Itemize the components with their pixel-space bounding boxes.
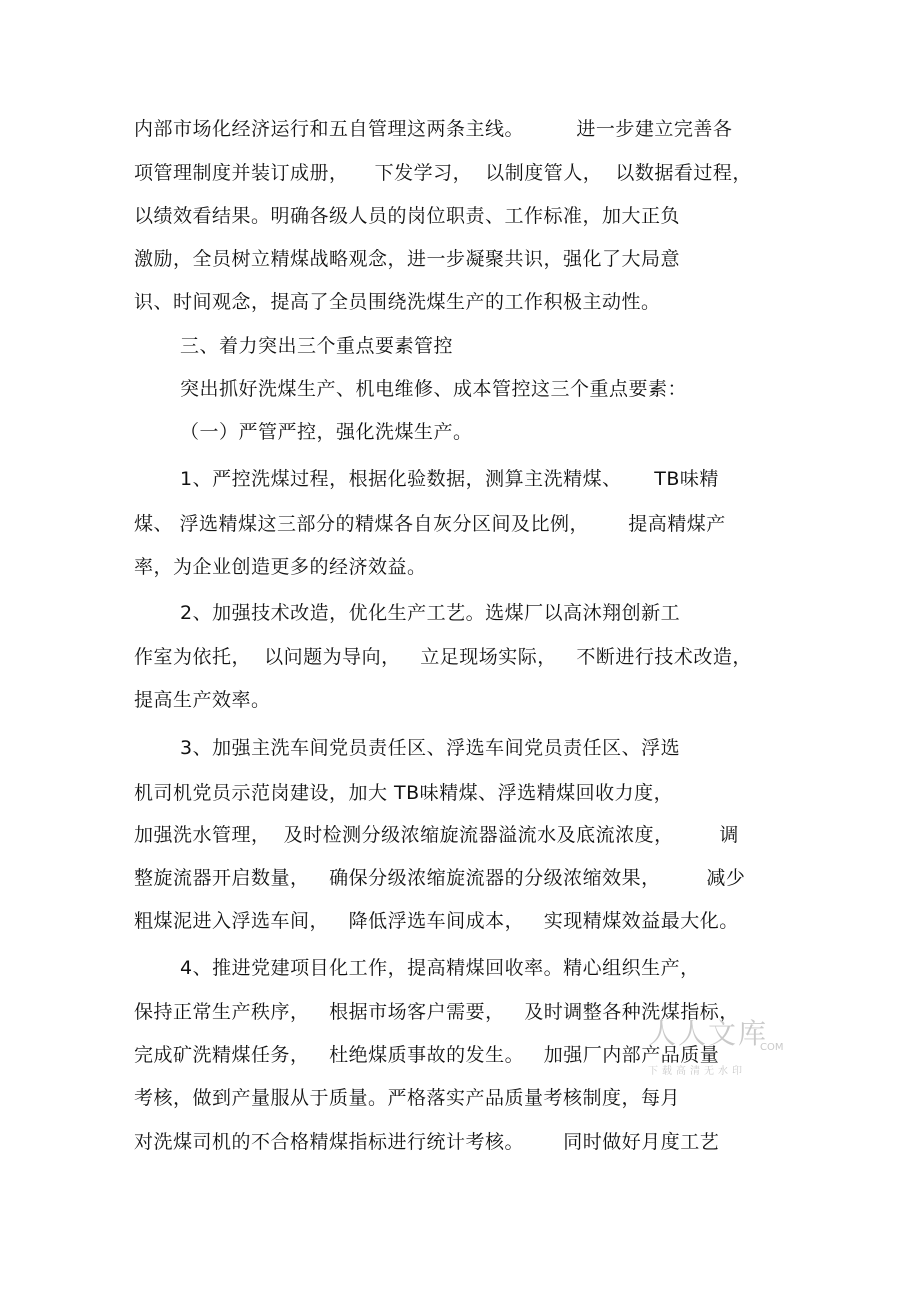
text-line: 激励，全员树立精煤战略观念，进一步凝聚共识，强化了大局意 — [134, 248, 681, 270]
text-line: 粗煤泥进入浮选车间， 降低浮选车间成本， 实现精煤效益最大化。 — [134, 910, 739, 932]
text-line: 突出抓好洗煤生产、机电维修、成本管控这三个重点要素： — [180, 378, 688, 400]
text-line: 整旋流器开启数量， 确保分级浓缩旋流器的分级浓缩效果， 减少 — [134, 867, 746, 889]
text-line: 加强洗水管理， 及时检测分级浓缩旋流器溢流水及底流浓度， 调 — [134, 824, 739, 846]
text-line: 保持正常生产秩序， 根据市场客户需要， 及时调整各种洗煤指标， — [134, 1001, 739, 1023]
text-line: 3、加强主洗车间党员责任区、浮选车间党员责任区、浮选 — [180, 737, 681, 759]
subsection-heading: （一）严管严控，强化洗煤生产。 — [180, 421, 473, 443]
watermark-subtitle: 下载高清无水印 — [648, 1066, 746, 1077]
text-line: 考核，做到产量服从于质量。严格落实产品质量考核制度，每月 — [134, 1087, 681, 1109]
text-line: 煤、 浮选精煤这三部分的精煤各自灰分区间及比例， 提高精煤产 — [134, 513, 726, 535]
text-line: 完成矿洗精煤任务， 杜绝煤质事故的发生。 加强厂内部产品质量 — [134, 1044, 720, 1066]
text-line: 以绩效看结果。明确各级人员的岗位职责、工作标准，加大正负 — [134, 205, 681, 227]
watermark-logo: 人人文库 — [648, 1017, 769, 1050]
watermark — [648, 1012, 784, 1078]
text-line: 作室为依托， 以问题为导向， 立足现场实际， 不断进行技术改造， — [134, 646, 752, 668]
text-line: 1、严控洗煤过程，根据化验数据，测算主洗精煤、 TB味精 — [180, 468, 719, 490]
text-line: 对洗煤司机的不合格精煤指标进行统计考核。 同时做好月度工艺 — [134, 1131, 720, 1153]
text-line: 内部市场化经济运行和五自管理这两条主线。 进一步建立完善各 — [134, 118, 733, 140]
section-heading: 三、着力突出三个重点要素管控 — [180, 335, 454, 357]
watermark-suffix: COM — [760, 1042, 784, 1053]
text-line: 提高生产效率。 — [134, 689, 271, 711]
text-line: 机司机党员示范岗建设，加大 TB味精煤、浮选精煤回收力度， — [134, 782, 674, 804]
text-line: 项管理制度并装订成册， 下发学习， 以制度管人， 以数据看过程， — [134, 162, 752, 184]
text-line: 2、加强技术改造，优化生产工艺。选煤厂以高沐翔创新工 — [180, 602, 681, 624]
text-line: 率，为企业创造更多的经济效益。 — [134, 556, 427, 578]
text-line: 识、时间观念，提高了全员围绕洗煤生产的工作积极主动性。 — [134, 291, 661, 313]
text-line: 4、推进党建项目化工作，提高精煤回收率。精心组织生产， — [180, 957, 700, 979]
